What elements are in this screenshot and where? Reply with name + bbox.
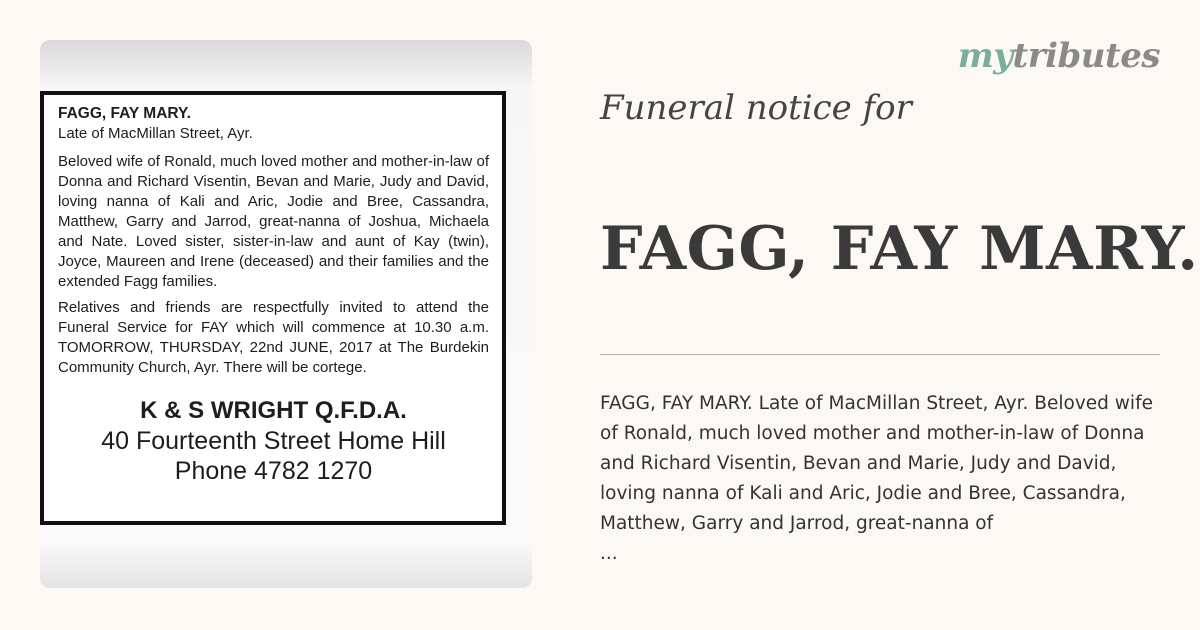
deceased-name-title: FAGG, FAY MARY. — [600, 214, 1199, 284]
mytributes-logo[interactable] — [958, 36, 1160, 76]
notice-kicker: Funeral notice for — [600, 88, 912, 128]
notice-service-paragraph: Relatives and friends are respectfully invited to attend the Funeral Service for FAY which will commence at 10.30 a.m. TOMORROW, THURSDAY, 22nd JUNE, 2017 at The Burdekin Community Church, Ayr. There will be cortege. — [58, 299, 489, 376]
notice-image — [40, 40, 532, 588]
funeral-director-address: 40 Fourteenth Street Home Hill — [101, 427, 446, 455]
funeral-director-name: K & S WRIGHT Q.F.D.A. — [140, 397, 407, 424]
excerpt-text: FAGG, FAY MARY. Late of MacMillan Street, Ayr. Beloved wife of Ronald, much loved mother and mother-in-law of Donna and Richard Visentin, Bevan and Marie, Judy and David, loving nanna of Kali and Aric, Jodie and Bree, Cassandra, Matthew, Garry and Jarrod, great-nanna of — [600, 393, 1153, 534]
excerpt-ellipsis: ... — [600, 543, 618, 564]
funeral-director-phone: Phone 4782 1270 — [174, 457, 373, 485]
funeral-director-block — [58, 396, 489, 486]
divider — [600, 354, 1160, 355]
notice-late-of: Late of MacMillan Street, Ayr. — [58, 125, 253, 142]
notice-clipping — [40, 91, 506, 525]
logo-tributes: tributes — [1012, 36, 1160, 76]
notice-excerpt — [600, 389, 1175, 569]
notice-deceased-name: FAGG, FAY MARY. — [58, 105, 191, 122]
notice-family-paragraph: Beloved wife of Ronald, much loved mother and mother-in-law of Donna and Richard Visentin, Bevan and Marie, Judy and David, loving nanna of Kali and Aric, Jodie and Bree, Cassandra, Matthew, Garry and Jarrod, great-nanna of Joshua, Michaela and Nate. Loved sister, sister-in-law and aunt of Kay (twin), Joyce, Maureen and Irene (deceased) and their families and the extended Fagg families. — [58, 153, 489, 290]
logo-my: my — [957, 36, 1013, 76]
